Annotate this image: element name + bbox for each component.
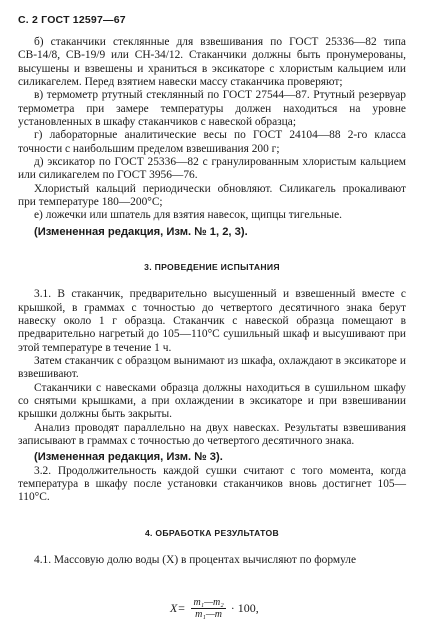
paragraph-3-2: 3.2. Продолжительность каждой сушки считают с того момента, когда температура в шкафу после установки стаканчиков вновь достигнет 105—110°С. (18, 464, 406, 504)
paragraph-3-1-c: Стаканчики с навесками образца должны находиться в сушильном шкафу со снятыми крышками, а при охлаждении в эксикаторе и при взвешивании крышки должны быть закрыты. (18, 381, 406, 421)
formula-denominator: m₁—m (195, 609, 222, 620)
paragraph-3-1-d: Анализ проводят параллельно на двух навесках. Результаты взвешивания записывают в граммах с точностью до четвертого десятичного знака. (18, 421, 406, 447)
list-item-b: б) стаканчики стеклянные для взвешивания по ГОСТ 25336—82 типа СВ-14/8, СВ-19/9 или СН-34/12. Стаканчики должны быть пронумерованы, высушены и взвешены и храниться в эксикаторе с хлористым кальцием или силикагелем. Перед взятием навески массу стаканчика проверяют; (18, 36, 406, 89)
paragraph-4-1: 4.1. Массовую долю воды (X) в процентах вычисляют по формуле (34, 553, 357, 566)
running-head: С. 2 ГОСТ 12597—67 (18, 14, 126, 26)
moisture-formula (170, 597, 259, 620)
calcium-chloride-note: Хлористый кальций периодически обновляют. Силикагель прокаливают при температуре 180—200°С; (18, 182, 406, 209)
paragraph-3-1: 3.1. В стаканчик, предварительно высушенный и взвешенный вместе с крышкой, в граммах с точностью до четвертого десятичного знака берут навеску около 1 г образца. Стаканчик с навеской образца помещают в предварительно нагретый до 105—110°С сушильный шкаф и высушивают при этой температуре в течение 1 ч. (18, 288, 406, 354)
list-item-v: в) термометр ртутный стеклянный по ГОСТ 27544—87. Ртутный резервуар термометра при замере температуры должен находиться на уровне установленных в шкафу стаканчиков с навеской образца; (18, 89, 406, 129)
section-3-heading: 3. ПРОВЕДЕНИЕ ИСПЫТАНИЯ (144, 262, 280, 273)
list-item-e: е) ложечки или шпатель для взятия навесок, щипцы тигельные. (34, 209, 342, 222)
formula-fraction (191, 597, 225, 620)
list-item-d: д) эксикатор по ГОСТ 25336—82 с гранулированным хлористым кальцием или силикагелем по ГОСТ 3956—76. (18, 156, 406, 182)
change-note-2: (Измененная редакция, Изм. № 3). (34, 451, 223, 464)
body-text (18, 36, 406, 567)
formula-lhs: X= (170, 601, 186, 615)
formula-numerator: m₁—m₂ (193, 597, 224, 608)
formula-rhs: · 100, (230, 601, 259, 615)
section-4-heading: 4. ОБРАБОТКА РЕЗУЛЬТАТОВ (144, 527, 280, 538)
list-item-g: г) лабораторные аналитические весы по ГОСТ 24104—88 2-го класса точности с наибольшим пределом взвешивания 200 г; (18, 129, 406, 155)
paragraph-3-1-b: Затем стаканчик с образцом вынимают из шкафа, охлаждают в эксикаторе и взвешивают. (18, 354, 406, 381)
change-note-1: (Измененная редакция, Изм. № 1, 2, 3). (34, 225, 248, 238)
